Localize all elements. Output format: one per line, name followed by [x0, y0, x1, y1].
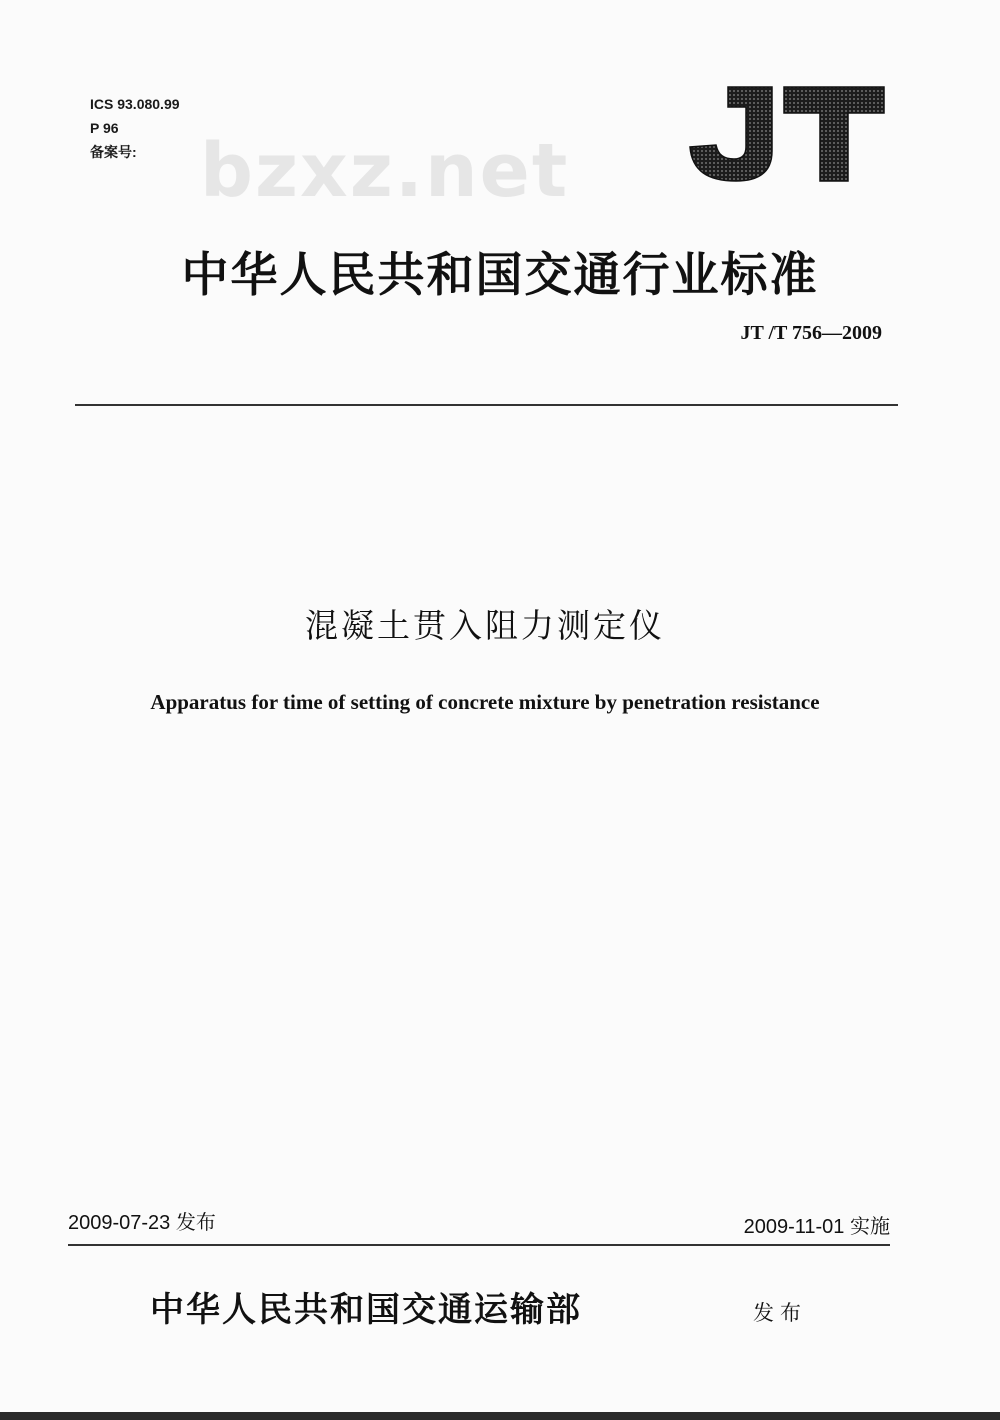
top-divider — [75, 404, 898, 406]
standard-title: 中华人民共和国交通行业标准 — [181, 248, 819, 303]
implementation-date: 2009-11-01 实施 — [743, 1216, 890, 1238]
document-title-en: Apparatus for time of setting of concrete mixture by penetration resistance — [150, 690, 820, 714]
release-date: 2009-07-23 发布 — [68, 1212, 216, 1234]
document-title-cn: 混凝土贯入阻力测定仪 — [305, 606, 665, 645]
publish-label: 发布 — [753, 1301, 807, 1325]
page-bottom-bar — [0, 1412, 1000, 1420]
header-meta — [90, 92, 180, 164]
watermark: bzxz.net — [200, 128, 570, 214]
jt-logo-icon — [688, 85, 886, 183]
classification-code: P 96 — [90, 120, 119, 136]
standard-number: JT /T 756—2009 — [740, 322, 882, 344]
bottom-divider — [68, 1244, 890, 1246]
record-label: 备案号: — [90, 144, 137, 160]
ics-code: ICS 93.080.99 — [90, 96, 180, 112]
publisher-name: 中华人民共和国交通运输部 — [150, 1290, 582, 1330]
